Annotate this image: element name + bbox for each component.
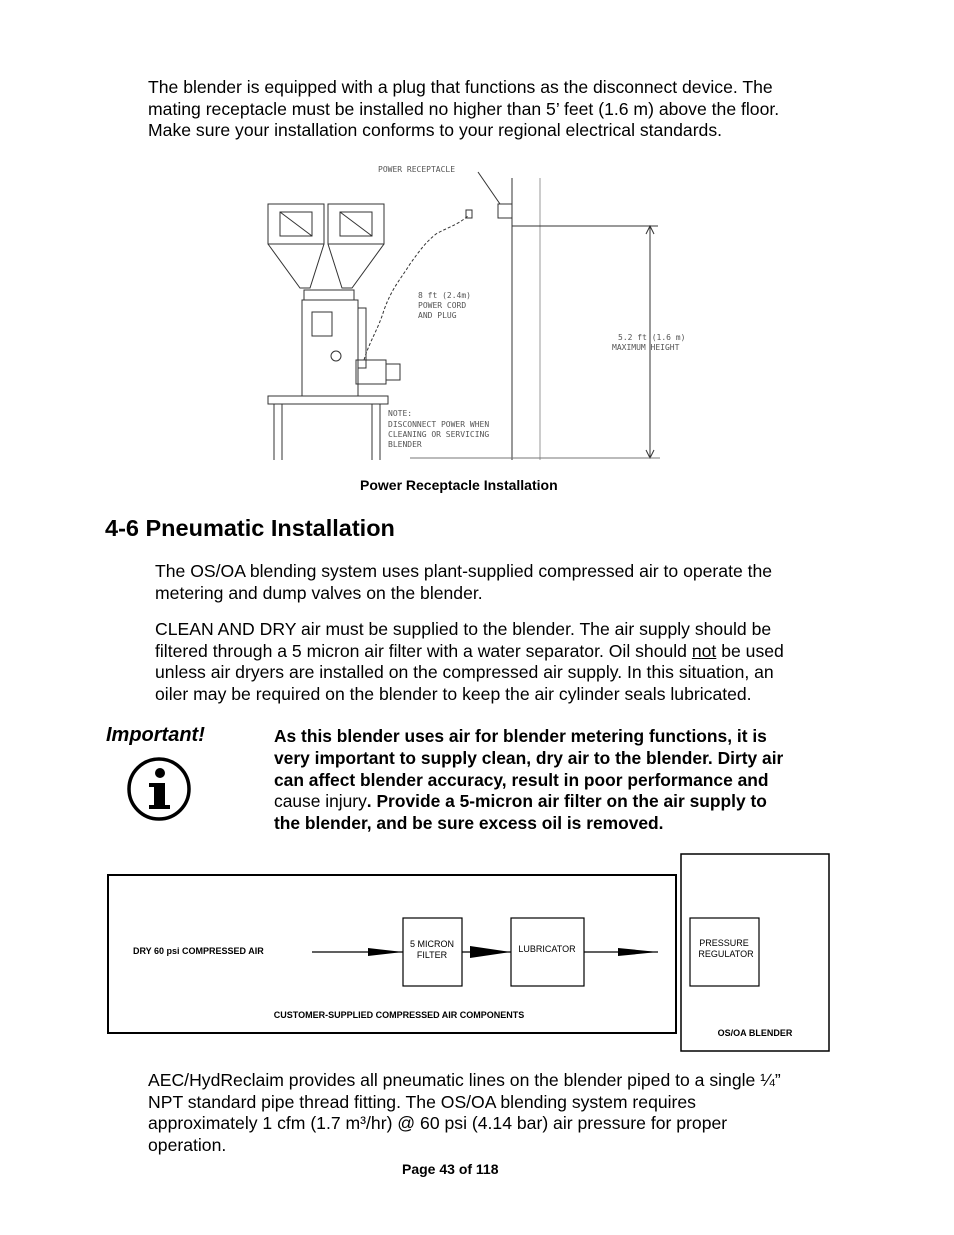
para1-line-1: The OS/OA blending system uses plant-supplied compressed air to operate the xyxy=(155,561,773,581)
section-paragraph-1 xyxy=(155,561,855,604)
para2-line-3: unless air dryers are installed on the compressed air supply. In this situation, an xyxy=(155,662,774,683)
section-heading: 4-6 Pneumatic Installation xyxy=(105,515,395,541)
intro-paragraph xyxy=(148,77,848,142)
filter-label-2: FILTER xyxy=(416,950,448,960)
lubricator-label: LUBRICATOR xyxy=(518,944,576,954)
not-emphasis: not xyxy=(691,640,717,661)
note-label-4: BLENDER xyxy=(388,440,422,449)
para1-line-2: metering and dump valves on the blender. xyxy=(155,582,483,603)
cord-label-1: 8 ft (2.4m) xyxy=(418,291,471,300)
note-label-1: NOTE: xyxy=(388,409,413,418)
important-line-2: very important to supply clean, dry air to the blender. Dirty air xyxy=(274,747,784,768)
intro-line-3: Make sure your installation conforms to your regional electrical standards. xyxy=(148,120,723,141)
regulator-label-2: REGULATOR xyxy=(698,949,754,959)
receptacle-box xyxy=(498,204,512,218)
customer-label: CUSTOMER-SUPPLIED COMPRESSED AIR COMPONENTS xyxy=(273,1010,525,1020)
closing-line-4: operation. xyxy=(148,1135,227,1156)
intro-line-2: mating receptacle must be installed no higher than 5’ feet (1.6 m) above the floor. xyxy=(148,98,780,119)
regulator-label-1: PRESSURE xyxy=(699,938,749,948)
important-line-3: can affect blender accuracy, result in poor performance and xyxy=(274,769,769,790)
arrow-to-filter xyxy=(368,948,403,956)
important-line-1: As this blender uses air for blender metering functions, it is xyxy=(274,726,767,746)
intro-line-1: The blender is equipped with a plug that functions as the disconnect device. The xyxy=(148,77,773,97)
power-receptacle-label: POWER RECEPTACLE xyxy=(378,165,456,174)
arrow-to-blender xyxy=(618,948,658,956)
note-label-2: DISCONNECT POWER WHEN xyxy=(388,420,490,429)
cord-label-2: POWER CORD xyxy=(418,301,467,310)
filter-label-1: 5 MICRON xyxy=(409,939,455,949)
blender-label: OS/OA BLENDER xyxy=(717,1028,793,1038)
cord-label-3: AND PLUG xyxy=(418,311,457,320)
para2-line-2: filtered through a 5 micron air filter with a water separator. Oil should not be used xyxy=(155,640,784,661)
closing-paragraph xyxy=(148,1070,848,1157)
height-label-1: 5.2 ft (1.6 m) xyxy=(618,333,686,342)
power-receptacle-drawing xyxy=(260,160,710,462)
closing-line-2: NPT standard pipe thread fitting. The OS/OA blending system requires xyxy=(148,1091,696,1112)
important-text xyxy=(274,726,834,835)
important-line-5: the blender, and be sure excess oil is removed. xyxy=(274,813,664,834)
para2-line-4: oiler may be required on the blender to keep the air cylinder seals lubricated. xyxy=(155,684,752,705)
important-title: Important! xyxy=(106,724,205,746)
closing-line-3: approximately 1 cfm (1.7 m³/hr) @ 60 psi (4.14 bar) air pressure for proper xyxy=(148,1113,728,1134)
important-line-4: cause injury. Provide a 5-micron air filter on the air supply to xyxy=(274,791,767,812)
supply-label: DRY 60 psi COMPRESSED AIR xyxy=(133,946,264,956)
figure-caption: Power Receptacle Installation xyxy=(360,477,558,493)
pneumatic-diagram xyxy=(100,848,836,1058)
closing-line-1: AEC/HydReclaim provides all pneumatic lines on the blender piped to a single ¼” xyxy=(148,1070,781,1090)
section-paragraph-2 xyxy=(155,619,855,706)
height-label-2: MAXIMUM HEIGHT xyxy=(612,343,680,352)
power-cord xyxy=(364,216,468,360)
arrow-to-lubricator xyxy=(470,946,511,958)
blender-body xyxy=(302,300,358,396)
page-number: Page 43 of 118 xyxy=(402,1161,499,1177)
note-label-3: CLEANING OR SERVICING xyxy=(388,430,490,439)
info-icon xyxy=(126,756,192,822)
para2-line-1: CLEAN AND DRY air must be supplied to the blender. The air supply should be xyxy=(155,619,772,639)
